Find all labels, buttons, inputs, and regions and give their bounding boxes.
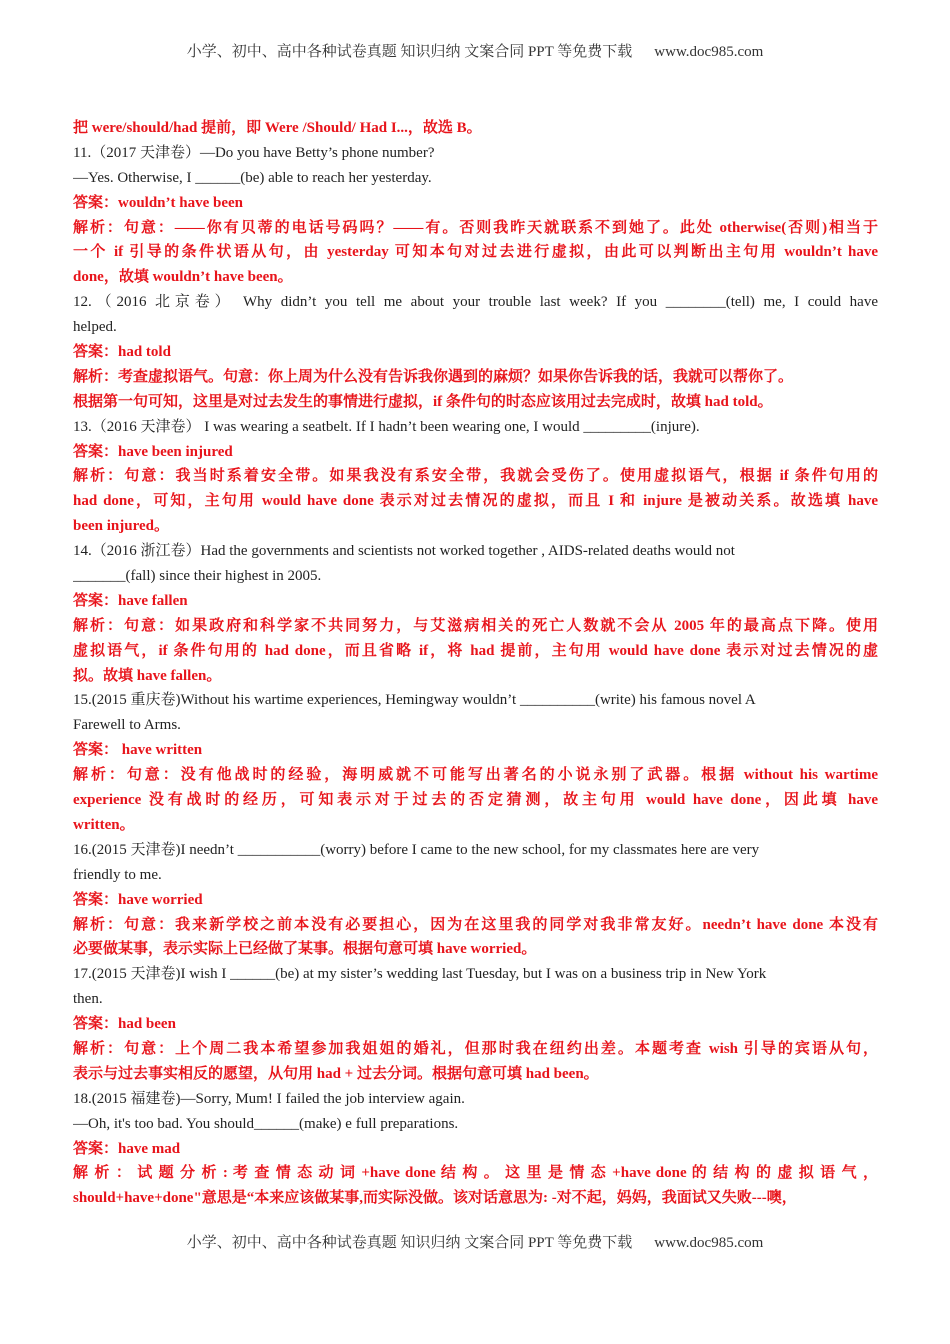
question-line: —Oh, it's too bad. You should______(make) e full preparations.: [73, 1115, 459, 1132]
footer-site: www.doc985.com: [654, 1235, 764, 1251]
answer-line: 解析：考查虚拟语气。句意：你上周为什么没有告诉我你遇到的麻烦？如果你告诉我的话，我就可以帮你了。: [73, 368, 794, 385]
answer-line: 解 析 ： 试 题 分 析 : 考 查 情 态 动 词 +have done 结 构 。 这 里 是 情 态 +have done 的 结 构 的 虚 拟 语 气 ，: [73, 1165, 878, 1182]
header-site: www.doc985.com: [654, 44, 764, 60]
question-line: 17.(2015 天津卷)I wish I ______(be) at my sister’s wedding last Tuesday, but I was on a business trip in New York: [73, 966, 767, 983]
question-line: 18.(2015 福建卷)—Sorry, Mum! I failed the job interview again.: [73, 1090, 465, 1107]
question-line: Farewell to Arms.: [73, 717, 181, 734]
question-line: 12.（2016 北京卷） Why didn’t you tell me about your trouble last week? If you ________(tell) me, I could have: [73, 294, 878, 311]
answer-line: 根据第一句可知，这里是对过去发生的事情进行虚拟，if 条件句的时态应该用过去完成时，故填 had told。: [73, 393, 773, 410]
answer-line: been injured。: [73, 518, 169, 535]
footer-title: 小学、初中、高中各种试卷真题 知识归纳 文案合同 PPT 等免费下载: [186, 1235, 633, 1251]
answer-line: 答案： have written: [73, 742, 203, 759]
question-line: —Yes. Otherwise, I ______(be) able to reach her yesterday.: [73, 169, 432, 186]
answer-line: 拟。故填 have fallen。: [73, 667, 222, 684]
question-line: 13.（2016 天津卷） I was wearing a seatbelt. If I hadn’t been wearing one, I would _________(injure).: [73, 418, 700, 435]
question-line: then.: [73, 991, 103, 1008]
answer-line: should+have+done"意思是“本来应该做某事,而实际没做。该对话意思为: -对不起，妈妈，我面试又失败---噢，: [73, 1190, 797, 1207]
answer-line: 一个 if 引导的条件状语从句，由 yesterday 可知本句对过去进行虚拟，由此可以判断出主句用 wouldn’t have: [73, 244, 878, 261]
answer-line: done，故填 wouldn’t have been。: [73, 269, 293, 286]
question-line: helped.: [73, 319, 117, 336]
answer-line: 答案：have worried: [73, 891, 203, 908]
page-footer: [0, 1231, 950, 1252]
question-line: _______(fall) since their highest in 2005.: [73, 568, 322, 585]
answer-line: 答案：wouldn’t have been: [73, 194, 244, 211]
answer-line: 解析：句意：没有他战时的经验，海明威就不可能写出著名的小说永别了武器。根据 without his wartime: [73, 767, 878, 784]
answer-line: 解析：句意：我当时系着安全带。如果我没有系安全带，我就会受伤了。使用虚拟语气，根据 if 条件句用的: [73, 468, 878, 485]
answer-line: 解析：句意：——你有贝蒂的电话号码吗？——有。否则我昨天就联系不到她了。此处 otherwise(否则)相当于: [73, 219, 878, 236]
answer-line: 必要做某事，表示实际上已经做了某事。根据句意可填 have worried。: [73, 941, 537, 958]
answer-line: had done，可知，主句用 would have done 表示对过去情况的虚拟，而且 I 和 injure 是被动关系。故选填 have: [73, 493, 878, 510]
header-title: 小学、初中、高中各种试卷真题 知识归纳 文案合同 PPT 等免费下载: [186, 44, 633, 60]
answer-line: 解析：句意：上个周二我本希望参加我姐姐的婚礼，但那时我在纽约出差。本题考查 wish 引导的宾语从句，: [73, 1040, 878, 1057]
page-header: [0, 40, 950, 61]
answer-line: 把 were/should/had 提前，即 Were /Should/ Had I...，故选 B。: [73, 120, 482, 136]
question-line: friendly to me.: [73, 866, 162, 883]
answer-line: 答案：had told: [73, 344, 171, 361]
answer-line: 虚拟语气，if 条件句用的 had done，而且省略 if，将 had 提前，主句用 would have done 表示对过去情况的虚: [73, 642, 878, 659]
question-line: 11.（2017 天津卷）—Do you have Betty’s phone number?: [73, 144, 435, 161]
answer-line: 解析：句意：如果政府和科学家不共同努力，与艾滋病相关的死亡人数就不会从 2005 年的最高点下降。使用: [73, 617, 878, 634]
question-line: 14.（2016 浙江卷）Had the governments and scientists not worked together , AIDS-related deaths would not: [73, 543, 735, 560]
answer-line: 答案：have mad: [73, 1140, 181, 1157]
answer-line: 答案：had been: [73, 1016, 176, 1033]
answer-line: 答案：have fallen: [73, 592, 188, 609]
question-line: 15.(2015 重庆卷)Without his wartime experiences, Hemingway wouldn’t __________(write) his famous novel A: [73, 692, 756, 709]
answer-line: 解析：句意：我来新学校之前本没有必要担心，因为在这里我的同学对我非常友好。needn’t have done 本没有: [73, 916, 878, 933]
answer-line: 表示与过去事实相反的愿望，从句用 had + 过去分词。根据句意可填 had been。: [73, 1065, 599, 1082]
answer-line: experience 没有战时的经历，可知表示对于过去的否定猜测，故主句用 would have done，因此填 have: [73, 792, 878, 809]
answer-line: 答案：have been injured: [73, 443, 233, 460]
document-body: [73, 116, 878, 1211]
answer-line: written。: [73, 816, 135, 833]
question-line: 16.(2015 天津卷)I needn’t ___________(worry) before I came to the new school, for my classmates here are very: [73, 841, 760, 858]
